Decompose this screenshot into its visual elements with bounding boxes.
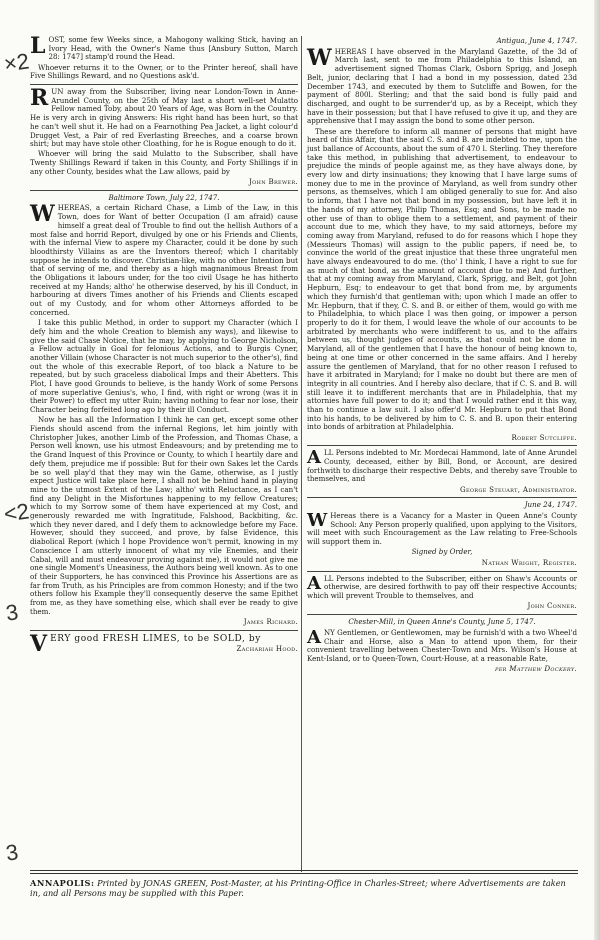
printer-imprint [30, 878, 578, 898]
ad-paragraph: I take this public Method, in order to support my Character (which I defy him and the whole Creation to blemish any ways), and likewise to give the said Chase Notice, that he may, by applying to George Nicholson, a Fellow actually in Goal for felonious Actions, and to Burgis Cyner, another Villain (whose Character is not much superior to the other's), find out the whole of this execrable Report, of too black a Nature to be repeated, but by such graceless diabolical Imps and their Abetters. This Plot, I have good Grounds to believe, is the handy Work of some Persons of more superlative Genius's, who, I find, with right or wrong (was it in their Power) to effect my utter Ruin; having nothing to fear nor lose, their Character being forfeited long ago by their ill Conduct. [30, 318, 298, 415]
divider [307, 571, 577, 572]
margin-mark: 3 [4, 599, 20, 626]
ad-paragraph: LL Persons indebted to Mr. Mordecai Hammond, late of Anne Arundel County, deceased, either by Bill, Bond, or Account, are desired forthwith to discharge their respective Debts, and thereby save Trouble to themselves, and [307, 448, 577, 484]
runaway-ad [30, 85, 298, 187]
margin-mark: ×2 [2, 48, 31, 77]
signature: per Matthew Dockery. [495, 664, 577, 674]
ad-paragraph: NY Gentlemen, or Gentlewomen, may be furnish'd with a two Wheel'd Chair and Horse, also a Man to attend upon them, for their convenient travelling between Chester-Town and Mrs. Wilson's House at Kent-Island, or to Queen-Town, Court-House, at a reasonable Rate, [307, 627, 577, 663]
ad-paragraph: Whoever will bring the said Mulatto to the Subscriber, shall have Twenty Shillings Reward if taken in this County, and Forty Shillings if in any other County, besides what the Law allows, paid by [30, 149, 298, 176]
right-column [307, 36, 577, 677]
conner-ad [307, 572, 577, 611]
margin-mark: 3 [4, 839, 20, 866]
hammond-ad [307, 449, 577, 494]
ad-paragraph: Whoever returns it to the Owner, or to the Printer hereof, shall have Five Shillings Reward, and no Questions ask'd. [30, 62, 298, 81]
limes-ad [30, 630, 298, 657]
dropcap: V [30, 630, 48, 657]
ad-paragraph: HEREAS, a certain Richard Chase, a Limb of the Law, in this Town, does for Want of better Occupation (I am afraid) cause himself a great deal of Trouble to find out the hellish Authors of a most false and horrid Report, divulged by one or his Friends and Clients, with the infernal View to aspere my Character, could it be done by such bloodthirsty Villains as are the Inventors thereof; which I charitably suppose he intends to discover. Christian-like, with no other Intention but that of serving of me, and thereby as a high magnanimous Breast from the Obligations it labours under, for the too civil Usage he has hitherto received at my Hands; altho' he otherwise deserved, by his ill Conduct, in harbouring at divers Times another of his Friends and Clients escaped out of my Custody, and for whom other Attorneys afforded to be concerned. [30, 203, 298, 317]
signature: John Brewer. [249, 177, 298, 187]
ad-paragraph: UN away from the Subscriber, living near London-Town in Anne-Arundel County, on the 25th of May last a short well-set Mulatto Fellow named Toby, about 20 Years of Age, was Born in the Country. He is very arch in giving Answers: His right hand has been hurt, so that he can't well shut it. He had on a Fearnothing Pea Jacket, a light colour'd Drugget Vest, a Pair of red Everlasting Breeches, and a coarse brown shirt; but may have stole other Cloathing, for he is Rogue enough to do it. [30, 87, 298, 149]
school-ad [307, 501, 577, 567]
dropcap: A [307, 626, 321, 648]
ad-paragraph: Now he has all the Information I think he can get, except some other Fiends should ascend from the infernal Regions, let him jointly with Christopher Jukes, another Limb of the Profession, and Thomas Chase, a Person well known, use his utmost Endeavours; and by pretending me to the Grand Inquest of this Province or County, to which I heartily dare and defy them, prejudice me if possible: But for their own Sakes let the Cards be so well play'd that they may win the Game, otherwise, as I justly expect Justice will take place here, I shall not be behind hand in playing mine to the utmost Extent of the Law; altho' with Reluctance, as I can't find any Delight in the Misfortunes happening to my fellow Creatures; which to my Sorrow some of them have experienced at my Cost, and generously rewarded me with Ingratitude, Falshood, Backbiting, &c. which they never dared, and I defy them to acknowledge before my Face. However, should they succeed, and prove, by false Evidence, this diabolical Report (which I hope Providence won't permit, knowing in my Conscience I am utterly innocent of what my vile Enemies, and their Cabal, will and must endeavour proving against me), it would not give me one single Moment's Uneasiness, the Authors being well known. As to one of their Supporters, he has convinced this Province his Assertions are as far from Truth, as his Principles are from common Honesty; and if the two others follow his Example they'll consequently deserve the same Epithet from me, as they have something else, which shall ever be ready to give them. [30, 415, 298, 616]
dateline: Chester-Mill, in Queen Anne's County, June 5, 1747. [348, 617, 536, 627]
signature: George Steuart, Administrator. [459, 484, 577, 494]
signature: Robert Sutcliffe. [511, 432, 577, 442]
signature: Zachariah Hood. [236, 644, 298, 654]
chester-mill-ad [307, 618, 577, 674]
page-edge [594, 0, 600, 940]
ad-paragraph: LL Persons indebted to the Subscriber, either on Shaw's Accounts or otherwise, are desired forthwith to pay off their respective Accounts; which will prevent Trouble to themselves, and [307, 573, 577, 601]
signed-by: Signed by Order, [411, 547, 473, 557]
dropcap: A [307, 572, 321, 594]
signature: John Conner. [527, 601, 577, 611]
footer-rule [30, 873, 578, 874]
signature: James Richard. [243, 617, 298, 626]
imprint-text: Printed by JONAS GREEN, Post-Master, at his Printing-Office in Charles-Street; where Advertisements are taken in, and all Persons may be supplied with this Paper. [30, 878, 566, 898]
imprint-place: ANNAPOLIS: [30, 878, 95, 888]
ad-paragraph: HEREAS I have observed in the Maryland Gazette, of the 3d of March last, sent to me from Philadelphia to this Island, an advertisement signed Thomas Clark, Osborn Sprigg, and Joseph Belt, junior, declaring that I had a bond in my possession, dated 23d December 1743, and executed by them to Sutcliffe and Bowen, for the payment of 800l. Sterling; and that the said bond is fully paid and discharged, and ought to be surrender'd up, as by a Receipt, which they have in their possession; but that I have refused to give it up, and they are apprehensive that I may assign the bond to some other person. [307, 46, 577, 126]
dropcap: R [30, 85, 49, 112]
dateline: Baltimore Town, July 22, 1747. [108, 192, 220, 202]
ad-paragraph: ERY good FRESH LIMES, to be SOLD, by [50, 633, 261, 644]
dropcap: A [307, 447, 321, 469]
richard-notice [30, 194, 298, 627]
ad-paragraph: OST, some few Weeks since, a Mahogony walking Stick, having an Ivory Head, with the Owner's Name thus [Ansbury Sutton, March 28: 1747] stamp'd round the Head. [48, 35, 298, 62]
left-column [30, 33, 298, 657]
antigua-notice [307, 37, 577, 442]
margin-mark: <2 [2, 498, 31, 527]
dateline: Antigua, June 4, 1747. [496, 36, 577, 45]
column-divider [301, 36, 302, 872]
footer-rule [30, 870, 578, 871]
dropcap: W [30, 201, 55, 228]
dropcap: W [307, 510, 328, 532]
signature: Nathan Wright, Register. [481, 558, 577, 568]
divider [30, 630, 298, 631]
divider [307, 614, 577, 615]
lost-stick-ad [30, 33, 298, 81]
ad-paragraph: Hereas there is a Vacancy for a Master in Queen Anne's County School: Any Person properly qualified, upon applying to the Visitors, will meet with such Encouragement as the Law relating to Free-Schools will support them in. [307, 511, 577, 547]
divider [30, 190, 298, 191]
divider [307, 497, 577, 498]
dropcap: L [30, 33, 46, 59]
dropcap: W [307, 44, 332, 71]
ad-paragraph: These are therefore to inform all manner of persons that might have heard of this Affair, that the said C. S. and B. are indebted to me, upon the just ballance of Accounts, about the sum of 470 l. Sterling. They therefore take this method, in publishing that advertisement, to endeavour to prejudice the minds of people against me, as they have always done, by every low and dirty insinuations; they knowing that I have large sums of money due to me in the province of Maryland, as well from sundry other persons, as themselves, which I am obliged generally to sue for. And also to inform, that I have not that bond in my possession, but have left it in the hands of my attorney, Philip Thomas, Esq; and Sons, to be made no other use of than to oblige them to a settlement, and payment of their account due to me, which they have, to my said attorneys, before my coming away from Maryland, refused to do for reasons which I hope they (Messieurs Thomas) will assign to the public papers, if need be, to convince the world of the great injustice that these three ungrateful men have always endeavoured to do me. (tho' I think, I have a right to sue for as much of that bond, as the amount of account due to me) And further, that at my coming away from Maryland, Clark, Sprigg, and Belt, got John Hepburn, Esq; to endeavour to get that bond from me, by arguments which they furnish'd that gentleman with; upon which I made an offer to Mr. Hepburn, that if they, C. S. and B. or either of them, would go with me to Philadelphia, to which place I was then going, or impower a person properly to do it for them, I would leave the whole of our accounts to be arbitrated by merchants who were indifferent to us, and to the affairs between us, thought judges of accounts, as that could not be done in Maryland, all of the gentlemen that I have the honour of being known to, being at one time or other concerned in the same affairs. And I hereby assure the gentlemen of Maryland, that for no other reason I refused to have it arbitrated in Maryland; for I make no doubt but there are men of integrity in all countries. And I hereby also declare, that if C. S. and B. will still leave it to indifferent merchants that are in Philadelphia, that my attornies have full power to do it; and that I would rather end it this way, than to continue a law suit. I also offer'd Mr. Hepburn to put that Bond into his hands, to be delivered by him to C. S. and B. upon their entering into bonds of arbitration at Philadelphia. [307, 126, 577, 432]
divider [30, 84, 298, 85]
dateline: June 24, 1747. [524, 500, 577, 510]
divider [307, 445, 577, 446]
